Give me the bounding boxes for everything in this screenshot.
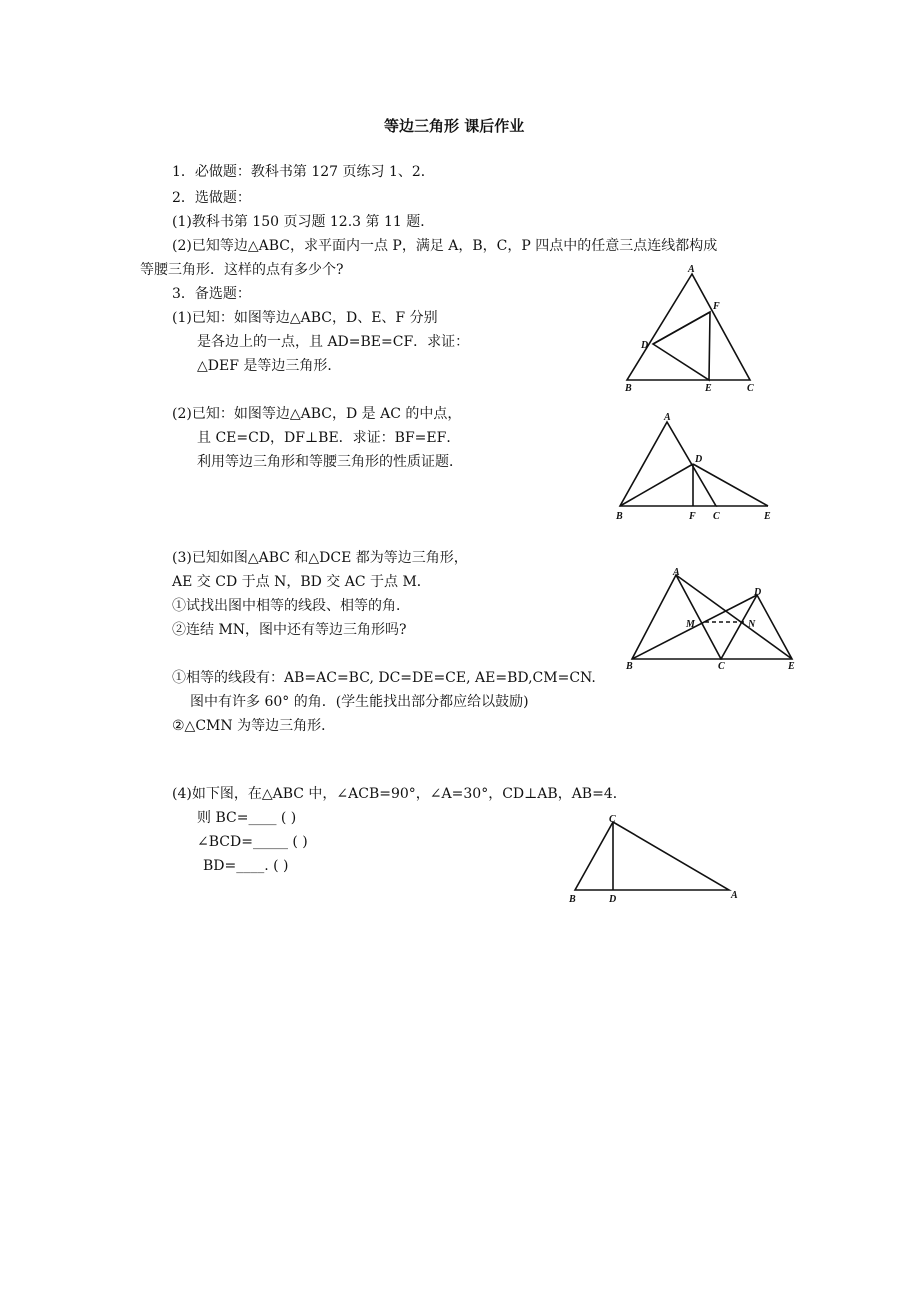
q3-1-text-line3: △DEF 是等边三角形．	[197, 358, 342, 374]
triangle-abc	[632, 575, 721, 659]
figure-2-equilateral-midpoint	[610, 408, 780, 526]
answer-line2: 图中有许多 60° 的角．(学生能找出部分都应给以鼓励)	[190, 694, 529, 710]
figure-3-two-equilateral	[620, 565, 805, 673]
label-e: E	[764, 511, 771, 522]
triangle-abc	[575, 822, 729, 890]
triangle-abc	[627, 274, 750, 380]
segment-ae	[676, 575, 792, 659]
q3-4-bc: 则 BC=____ ( )	[197, 810, 297, 826]
segment-fd	[653, 312, 710, 344]
label-d: D	[695, 454, 703, 465]
label-d: D	[641, 340, 649, 351]
q3-2-text-line3: 利用等边三角形和等腰三角形的性质证题．	[197, 454, 463, 470]
q3-2-text-line1: (2)已知：如图等边△ABC，D 是 AC 的中点，	[172, 406, 462, 422]
label-d: D	[609, 894, 617, 905]
label-c: C	[747, 383, 754, 394]
q3-heading: 3．备选题：	[172, 286, 251, 302]
label-d: D	[754, 587, 762, 598]
answer-line1: ①相等的线段有：AB=AC=BC, DC=DE=CE, AE=BD,CM=CN.	[172, 670, 596, 686]
label-c: C	[609, 814, 616, 825]
answer-line3: ②△CMN 为等边三角形．	[172, 718, 336, 734]
q3-3-text-line1: (3)已知如图△ABC 和△DCE 都为等边三角形，	[172, 550, 468, 566]
q3-3-text-line2: AE 交 CD 于点 N，BD 交 AC 于点 M．	[172, 574, 431, 590]
q1-text: 1．必做题：教科书第 127 页练习 1、2．	[172, 164, 435, 180]
label-c: C	[713, 511, 720, 522]
q3-4-bd: BD=____. ( )	[203, 858, 289, 874]
label-e: E	[705, 383, 712, 394]
label-b: B	[569, 894, 576, 905]
label-f: F	[713, 301, 720, 312]
label-b: B	[625, 383, 632, 394]
q3-4-text: (4)如下图，在△ABC 中，∠ACB=90°，∠A=30°，CD⊥AB，AB=4．	[172, 786, 627, 802]
label-c: C	[718, 661, 725, 672]
label-b: B	[626, 661, 633, 672]
q3-1-text-line1: (1)已知：如图等边△ABC，D、E、F 分别	[172, 310, 438, 326]
label-m: M	[686, 619, 695, 630]
q3-4-bcd: ∠BCD=_____ ( )	[197, 834, 308, 850]
label-f: F	[689, 511, 696, 522]
q3-1-text-line2: 是各边上的一点，且 AD=BE=CF．求证：	[197, 334, 470, 350]
q3-3-text-line4: ②连结 MN，图中还有等边三角形吗?	[172, 622, 407, 638]
figure-4-right-triangle	[565, 810, 745, 905]
q2-heading: 2．选做题：	[172, 190, 251, 206]
label-b: B	[616, 511, 623, 522]
label-n: N	[748, 619, 756, 630]
q3-3-text-line3: ①试找出图中相等的线段、相等的角．	[172, 598, 410, 614]
figure-1-equilateral-def	[615, 262, 765, 397]
label-a: A	[688, 264, 695, 275]
triangle-dce	[721, 595, 792, 659]
q2-2-text-line2: 等腰三角形．这样的点有多少个?	[140, 262, 344, 278]
label-a: A	[731, 890, 738, 901]
page-title: 等边三角形 课后作业	[384, 117, 525, 135]
label-e: E	[788, 661, 795, 672]
label-a: A	[673, 567, 680, 578]
q3-2-text-line2: 且 CE=CD，DF⊥BE．求证：BF=EF．	[197, 430, 461, 446]
q2-1-text: (1)教科书第 150 页习题 12.3 第 11 题．	[172, 214, 435, 230]
q2-2-text-line1: (2)已知等边△ABC，求平面内一点 P，满足 A，B，C，P 四点中的任意三点连线都构成	[172, 238, 718, 254]
label-a: A	[664, 412, 671, 423]
